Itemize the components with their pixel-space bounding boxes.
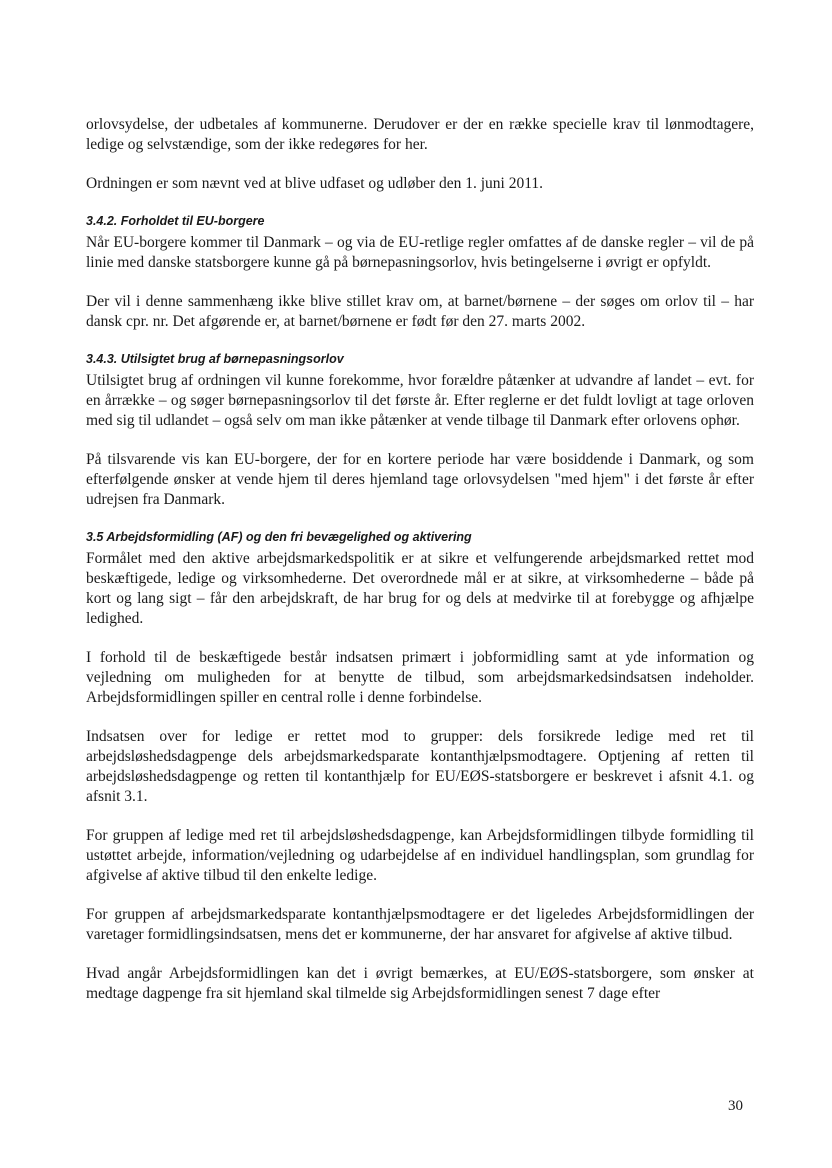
paragraph: Indsatsen over for ledige er rettet mod to grupper: dels forsikrede ledige med ret til arbejdsløshedsdagpenge dels arbejdsmarkedsparate kontanthjælpsmodtagere. Optjening af retten til arbejdsløshedsdagpenge og retten til kontanthjælp for EU/EØS-statsborgere er beskrevet i afsnit 4.1. og afsnit 3.1. [86,728,754,805]
section-heading-3-4-3: 3.4.3. Utilsigtet brug af børnepasningsorlov [86,352,344,366]
paragraph: Formålet med den aktive arbejdsmarkedspolitik er at sikre et velfungerende arbejdsmarked rettet mod beskæftigede, ledige og virksomhederne. Det overordnede mål er at sikre, at virksomhederne – både på kort og lang sigt – får den arbejdskraft, de har brug for og dels at medvirke til at forebygge og afhjælpe ledighed. [86,550,754,627]
paragraph: For gruppen af arbejdsmarkedsparate kontanthjælpsmodtagere er det ligeledes Arbejdsformidlingen der varetager formidlingsindsatsen, mens det er kommunerne, der har ansvaret for afgivelse af aktive tilbud. [86,906,754,943]
paragraph: På tilsvarende vis kan EU-borgere, der for en kortere periode har være bosiddende i Danmark, og som efterfølgende ønsker at vende hjem til deres hjemland tage orlovsydelsen "med hjem" i det første år efter udrejsen fra Danmark. [86,451,754,508]
section-heading-3-5: 3.5 Arbejdsformidling (AF) og den fri bevægelighed og aktivering [86,530,472,544]
paragraph: Der vil i denne sammenhæng ikke blive stillet krav om, at barnet/børnene – der søges om orlov til – har dansk cpr. nr. Det afgørende er, at barnet/børnene er født før den 27. marts 2002. [86,293,754,330]
paragraph: For gruppen af ledige med ret til arbejdsløshedsdagpenge, kan Arbejdsformidlingen tilbyde formidling til ustøttet arbejde, information/vejledning og udarbejdelse af en individuel handlingsplan, som grundlag for afgivelse af aktive tilbud til den enkelte ledige. [86,827,754,884]
paragraph: Hvad angår Arbejdsformidlingen kan det i øvrigt bemærkes, at EU/EØS-statsborgere, som ønsker at medtage dagpenge fra sit hjemland skal tilmelde sig Arbejdsformidlingen senest 7 dage efter [86,965,754,1002]
section-heading-3-4-2: 3.4.2. Forholdet til EU-borgere [86,214,265,228]
paragraph: Når EU-borgere kommer til Danmark – og via de EU-retlige regler omfattes af de danske regler – vil de på linie med danske statsborgere kunne gå på børnepasningsorlov, hvis betingelserne i øvrigt er opfyldt. [86,234,754,271]
page-number: 30 [728,1098,743,1114]
paragraph: Utilsigtet brug af ordningen vil kunne forekomme, hvor forældre påtænker at udvandre af landet – evt. for en årrække – og søger børnepasningsorlov til det første år. Efter reglerne er det fuldt lovligt at tage orloven med sig til udlandet – også selv om man ikke påtænker at vende tilbage til Danmark efter orlovens ophør. [86,372,754,429]
paragraph: I forhold til de beskæftigede består indsatsen primært i jobformidling samt at yde information og vejledning om muligheden for at benytte de tilbud, som arbejdsmarkedsindsatsen indeholder. Arbejdsformidlingen spiller en central rolle i denne forbindelse. [86,649,754,706]
paragraph: orlovsydelse, der udbetales af kommunerne. Derudover er der en række specielle krav til lønmodtagere, ledige og selvstændige, som der ikke redegøres for her. [86,116,754,153]
document-body [86,115,754,1004]
paragraph: Ordningen er som nævnt ved at blive udfaset og udløber den 1. juni 2011. [86,175,544,192]
